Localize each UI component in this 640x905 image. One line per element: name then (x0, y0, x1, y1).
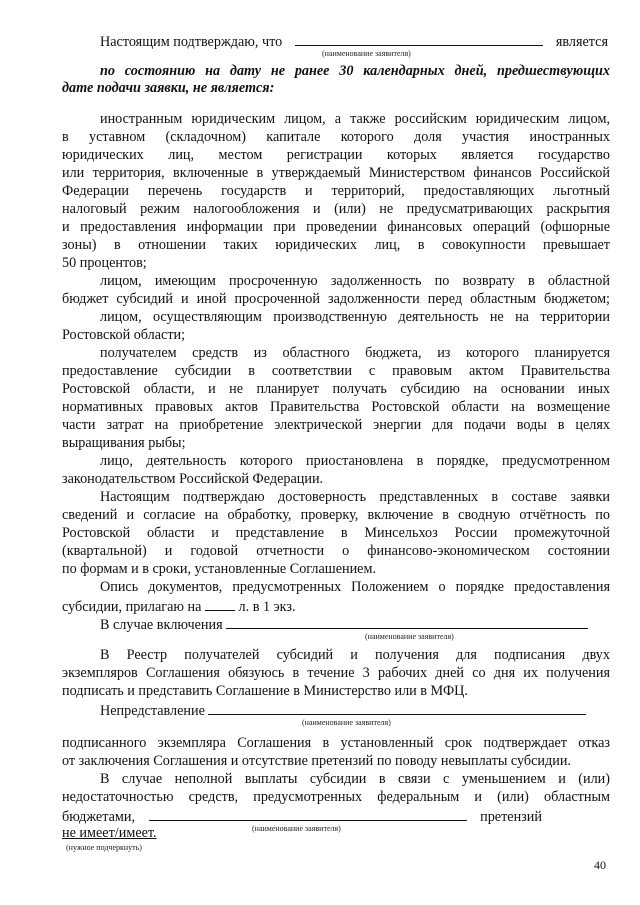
partial-post: претензий (480, 809, 542, 825)
reliability-line: по формам и в сроки, установленные Соглашением. (62, 561, 377, 577)
partial-line-3 (62, 806, 542, 826)
underline-note: (нужное подчеркнуть) (66, 843, 142, 852)
inclusion-lead: В случае включения (100, 617, 223, 633)
item1-line: в уставном (складочном) капитале которого доля участия иностранных (62, 129, 610, 145)
inclusion-applicant-blank[interactable] (226, 614, 588, 629)
has-claims-choice[interactable]: не имеет/имеет. (62, 825, 157, 841)
inclusion-line (100, 614, 610, 634)
partial-applicant-blank[interactable] (149, 806, 467, 821)
reliability-line: сведений и согласие на обработку, проверку, включение в сводную отчётность по (62, 507, 610, 523)
inventory-line-2 (62, 596, 610, 616)
confirm-tail: является (555, 34, 608, 50)
item1-line: и предоставления информации при проведении финансовых операций (офшорные (62, 219, 610, 235)
heading-line-2: дате подачи заявки, не является: (62, 80, 275, 96)
item4-line: получателем средств из областного бюджета, из которого планируется (100, 345, 610, 361)
item1-line: или территория, включенные в утверждаемый Министерством финансов Российской (62, 165, 610, 181)
item2-line: лицом, имеющим просроченную задолженность по возврату в областной (100, 273, 610, 289)
applicant-name-blank[interactable] (295, 31, 543, 46)
partial-line-2: недостаточностью средств, предусмотренных федеральным и (или) областным (62, 789, 610, 805)
nonsubmission-line (100, 700, 610, 720)
inclusion-caption: (наименование заявителя) (365, 632, 454, 641)
partial-line-1: В случае неполной выплаты субсидии в связи с уменьшением и (или) (100, 771, 610, 787)
item1-line: 50 процентов; (62, 255, 147, 271)
item1-line: налоговый режим налогообложения и (или) не предусматривающих раскрытия (62, 201, 610, 217)
item1-line: юридических лиц, местом регистрации которых является государство (62, 147, 610, 163)
item3-line: Ростовской области; (62, 327, 186, 343)
sheet-count-blank[interactable] (205, 596, 235, 611)
item5-line: лицо, деятельность которого приостановлена в порядке, предусмотренном (100, 453, 610, 469)
item3-line: лицом, осуществляющим производственную деятельность не на территории (100, 309, 610, 325)
nonsubmission-caption: (наименование заявителя) (302, 718, 391, 727)
page-number: 40 (594, 858, 606, 872)
inventory-line-1: Опись документов, предусмотренных Положением о порядке предоставления (100, 579, 610, 595)
item4-line: выращивания рыбы; (62, 435, 186, 451)
registry-line: экземпляров Соглашения обязуюсь в течение 3 рабочих дней со дня их получения (62, 665, 610, 681)
partial-pre: бюджетами, (62, 809, 136, 825)
inventory-post: л. в 1 экз. (238, 599, 296, 615)
reliability-line: (квартальной) и годовой отчетности о финансово-экономическом состоянии (62, 543, 610, 559)
nonsubmission-applicant-blank[interactable] (208, 700, 586, 715)
registry-line: подписать и представить Соглашение в Министерство или в МФЦ. (62, 683, 468, 699)
reliability-line: Ростовской области и представление в Минсельхоз России промежуточной (62, 525, 610, 541)
item1-line: зоны) в отношении таких юридических лиц, в совокупности превышает (62, 237, 610, 253)
item4-line: части затрат на приобретение электрической энергии для подачи воды в целях (62, 417, 610, 433)
nonsubmission-lead: Непредставление (100, 703, 205, 719)
item1-line: иностранным юридическим лицом, а также российским юридическим лицом, (100, 111, 610, 127)
refusal-line: подписанного экземпляра Соглашения в установленный срок подтверждает отказ (62, 735, 610, 751)
reliability-line: Настоящим подтверждаю достоверность представленных в составе заявки (100, 489, 610, 505)
refusal-line: от заключения Соглашения и отсутствие претензий по поводу невыплаты субсидии. (62, 753, 571, 769)
confirm-caption: (наименование заявителя) (322, 49, 411, 58)
item2-line: бюджет субсидий и иной просроченной задолженности перед областным бюджетом; (62, 291, 610, 307)
item4-line: предоставление субсидии в соответствии с правовым актом Правительства (62, 363, 610, 379)
item1-line: Федерации перечень государств и территорий, предоставляющих льготный (62, 183, 610, 199)
item4-line: Ростовской области, и не планирует получать субсидию на основании иных (62, 381, 610, 397)
registry-line: В Реестр получателей субсидий и получения для подписания двух (100, 647, 610, 663)
item5-line: законодательством Российской Федерации. (62, 471, 324, 487)
confirm-lead: Настоящим подтверждаю, что (100, 34, 283, 50)
inventory-pre: субсидии, прилагаю на (62, 599, 202, 615)
partial-caption: (наименование заявителя) (252, 824, 341, 833)
item4-line: нормативных правовых актов Правительства Ростовской области на возмещение (62, 399, 610, 415)
confirm-line (100, 31, 608, 51)
heading-line-1: по состоянию на дату не ранее 30 календарных дней, предшествующих (100, 63, 610, 79)
